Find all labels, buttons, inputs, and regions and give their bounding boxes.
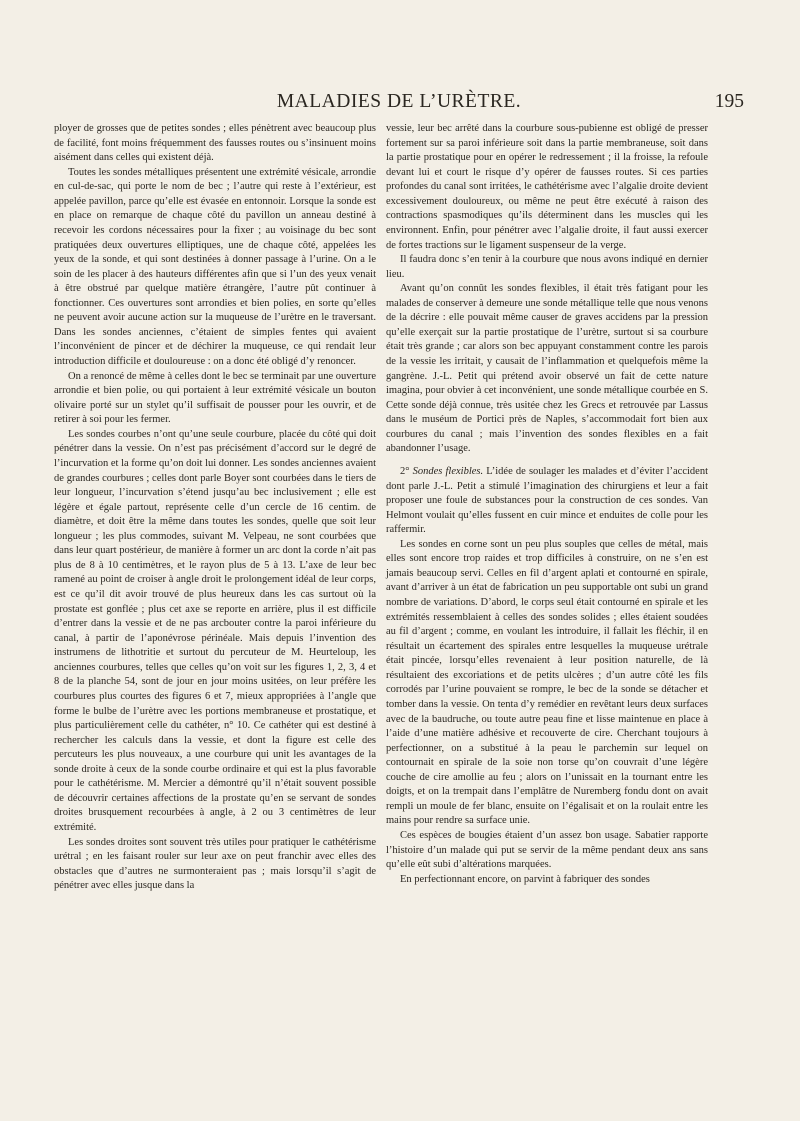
page-number: 195 xyxy=(714,91,744,112)
paragraph: Les sondes courbes n’ont qu’une seule courbure, placée du côté qui doit pénétrer dans la vessie. On n’est pas précisément d’accord sur le degré de l’incurvation et la forme qu’on doit lui donner. Les sondes anciennes avaient de grandes courbures ; celles dont parle Boyer sont courbées dans le tiers de leur longueur, l’incurvation s’étend jusqu’au bec inclusivement ; elle est légère et égale partout, représente celle d’un cercle de 16 centim. de diamètre, et doit être la même dans toutes les sondes, quelle que soit leur longueur ; les plus commodes, suivant M. Velpeau, ne sont courbées que dans leur quart postérieur, de manière à former un arc dont la corde n’ait pas plus de 8 à 10 centimètres, et le rayon plus de 5 à 13. L’axe de leur bec ramené au point de croiser à angle droit le prolongement idéal de leur corps, est ce qu’il dit avoir trouvé de plus heureux dans les cas surtout où la prostate est gonflée ; plus cet axe se reporte en arrière, plus il est difficile d’entrer dans la vessie et de ne pas arcbouter contre la paroi inférieure du canal, à partir de l’aponévrose périnéale. Mais depuis l’invention des instrumens de lithotritie et surtout du percuteur de M. Heurteloup, les anciennes courbures, telles que celles qu’on voit sur les figures 1, 2, 3, 4 et 8 de la planche 54, sont de jour en jour moins usitées, on leur préfère les courbures plus courtes des figures 6 et 7, mieux appropriées à l’angle que forme le bulbe de l’urètre avec les portions membraneuse et prostatique, et plus particulièrement celle du cathéter, n° 10. Ce cathéter qui est destiné à rechercher les calculs dans la vessie, et dont la figure est celle des percuteurs les plus nouveaux, a une courbure qui unit les avantages de la sonde droite à ceux de la sonde courbe ordinaire et qui est la plus favorable pour le cathétérisme. M. Mercier a démontré qu’il n’était souvent possible de découvrir certaines affections de la prostate qu’en se servant de sondes droites brusquement recourbées à angle, à 2 ou 3 centimètres de leur extrémité. xyxy=(54,428,376,833)
paragraph: Toutes les sondes métalliques présentent une extrémité vésicale, arrondie en cul-de-sac, qui porte le nom de bec ; l’autre qui reste à l’extérieur, est appelée pavillon, parce qu’elle est évasée en entonnoir. Lorsque la sonde est en place on remarque de chaque côté du pavillon un anneau destiné à recevoir les cordons nécessaires pour la fixer ; au voisinage du bec sont pratiquées deux ouvertures elliptiques, une de chaque côté, appelées les yeux de la sonde, et qui sont destinées à donner passage à l’urine. On a le soin de les placer à des hauteurs différentes afin que si l’un des yeux venait à être obstrué par quelque matière étrangère, l’autre pût continuer à fonctionner. Ces ouvertures sont arrondies et bien polies, en sorte qu’elles ne peuvent avoir aucune action sur la muqueuse de l’urètre en le traversant. Dans les sondes anciennes, c’étaient de simples fentes qui avaient l’inconvénient de pincer et de déchirer la muqueuse, ce qui rendait leur introduction difficile et douloureuse : on a donc été obligé d’y renoncer. xyxy=(54,166,376,367)
paragraph-sondes-flexibles: 2° Sondes flexibles. L’idée de soulager les malades et d’éviter l’accident dont parle J.-L. Petit a stimulé l’imagination des chirurgiens et leur a fait proposer une foule de substances pour la construction de ces sondes. Van Helmont voulait qu’elles fussent en cuir mince et enduites de colle pour les raffermir. xyxy=(386,465,709,536)
paragraph: Il faudra donc s’en tenir à la courbure que nous avons indiqué en dernier lieu. xyxy=(386,254,708,280)
page-title: MALADIES DE L’URÈTRE. xyxy=(276,91,522,112)
paragraph: En perfectionnant encore, on parvint à fabriquer des sondes xyxy=(400,873,650,885)
paragraph: Avant qu’on connût les sondes flexibles, il était très fatigant pour les malades de conserver à demeure une sonde métallique telle que nous venons de la décrire : elle pouvait même causer de graves accidens par la pression qu’elle exerçait sur la partie prostatique de l’urètre, surtout si sa courbure était très grande ; car alors son bec appuyant constamment contre les parois de la vessie les irritait, y causait de l’inflammation et quelquefois même la gangrène. J.-L. Petit qui prétend avoir observé un fait de cette nature imagina, pour obvier à cet inconvénient, une sonde métallique courbée en S. Cette sonde déjà connue, très usitée chez les Grecs et retrouvée par Lassus dans le muséum de Portici près de Naples, s’accommodait fort bien aux courbures du canal ; mais l’invention des sondes flexibles en a fait abandonner l’usage. xyxy=(386,283,708,455)
right-column xyxy=(386,122,708,887)
paragraph: Ces espèces de bougies étaient d’un assez bon usage. Sabatier rapporte l’histoire d’un malade qui put se servir de la même pendant deux ans sans qu’elle eût subi d’altérations marquées. xyxy=(386,830,708,871)
paragraph: On a renoncé de même à celles dont le bec se terminait par une ouverture arrondie et bien polie, ou qui portaient à leur extrémité vésicale un bouton olivaire porté sur un stylet qu’il suffisait de pousser pour les ouvrir, et de retirer à soi pour les fermer. xyxy=(54,370,376,426)
paragraph: Les sondes en corne sont un peu plus souples que celles de métal, mais elles sont encore trop raides et trop difficiles à construire, on ne s’en est jamais beaucoup servi. Celles en fil d’argent aplati et contourné en spirale, avant d’arriver à un état de fabrication un peu supportable ont subi un grand nombre de variations. D’abord, le corps seul était contourné en spirale et les extrémités ressemblaient à celles des sondes solides ; elles étaient soudées au fil d’argent ; comme, en voulant les introduire, il fallait les fléchir, il en résultait un écartement des spirales entre lesquelles la muqueuse urétrale était pincée, lorsqu’elles revenaient à leur position naturelle, de là résultaient des excoriations et de petits ulcères ; d’un autre côté les fils corrodés par l’urine pouvaient se rompre, le bec de la sonde se détacher et tomber dans la vessie. On tenta d’y remédier en revêtant leurs deux surfaces avec de la baudruche, ou toute autre peau fine et lisse maintenue en place à l’aide d’une matière adhésive et recouverte de cire. Cherchant toujours à perfectionner, on a substitué à la peau le parchemin sur lequel on contournait en spirale de la soie non torse qu’on couvrait d’une légère couche de cire amollie au feu ; alors on l’unissait en la tournant entre les doigts, et on la trempait dans l’emplâtre de Nuremberg fondu dont on avait rempli un moule de fer blanc, ensuite on l’égalisait et on la roulait entre les mains pour rendre sa surface unie. xyxy=(386,538,708,827)
left-column xyxy=(54,122,376,894)
paragraph: ployer de grosses que de petites sondes ; elles pénètrent avec beaucoup plus de facilité, font moins fréquemment des fausses routes ou s’insinuent moins aisément dans celles qui existent déjà. xyxy=(54,123,376,164)
running-header xyxy=(54,91,744,115)
paragraph: Les sondes droites sont souvent très utiles pour pratiquer le cathétérisme urétral ; en les faisant rouler sur leur axe on peut franchir avec elles des obstacles que d’autres ne surmonteraient pas ; mais lorsqu’il s’agit de pénétrer avec elles jusque dans la xyxy=(54,836,376,892)
paragraph: vessie, leur bec arrêté dans la courbure sous-pubienne est obligé de presser fortement sur sa paroi inférieure soit dans la partie membraneuse, soit dans la partie prostatique pour en opérer le redressement ; il la froisse, la refoule devant lui et court le risque d’y opérer de fausses routes. Si ces parties profondes du canal sont irritées, le cathétérisme avec l’algalie droite devient excessivement douloureux, ou même ne peut être exécuté à raison des contractions spasmodiques qu’ils déterminent dans les muscles qui les environnent. Enfin, pour pénétrer avec l’algalie droite, il faut aussi exercer de fortes tractions sur le ligament suspenseur de la verge. xyxy=(386,123,708,251)
